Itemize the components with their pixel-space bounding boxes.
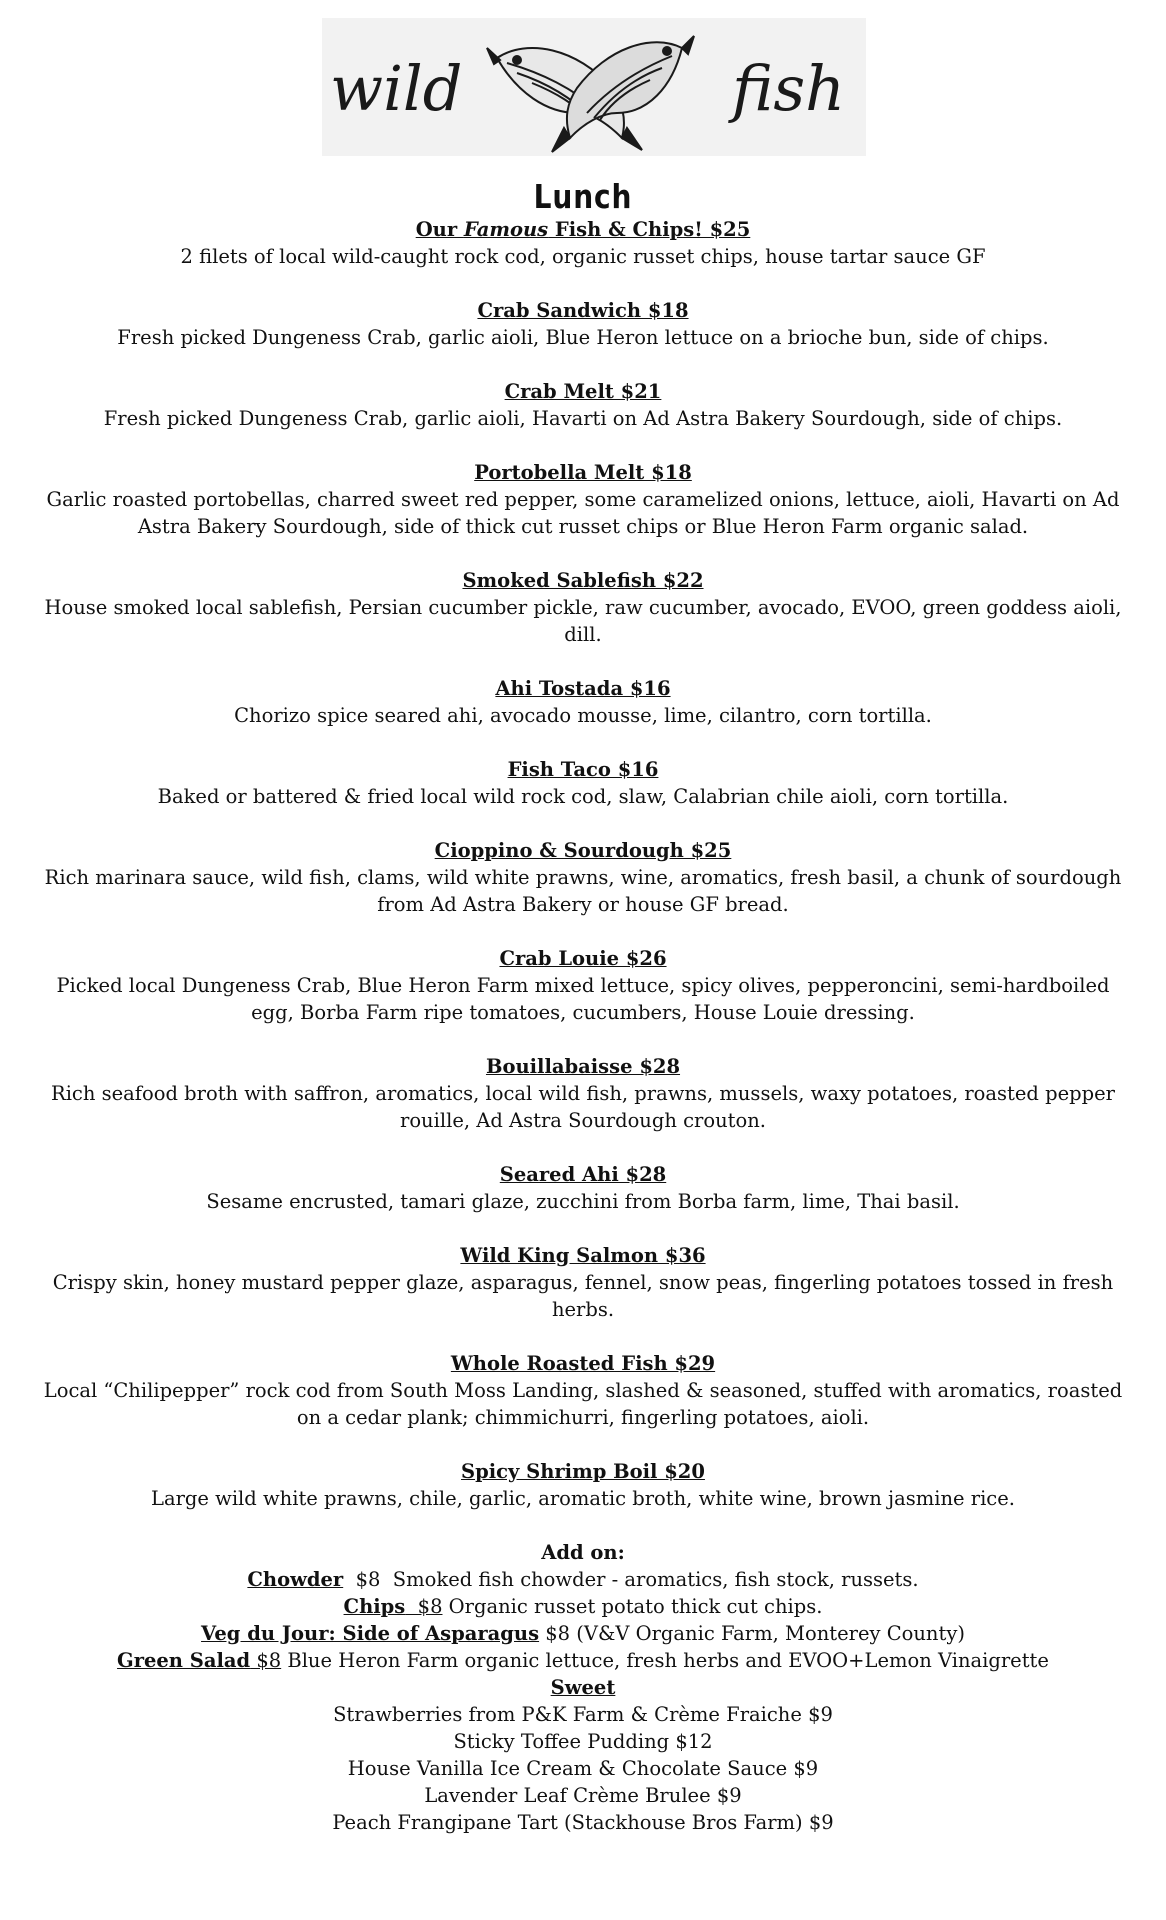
menu-item (40, 1053, 1126, 1134)
menu-item-description: House smoked local sablefish, Persian cucumber pickle, raw cucumber, avocado, EVOO, green goddess aioli, dill. (44, 596, 1122, 646)
sweet-item: Lavender Leaf Crème Brulee $9 (424, 1784, 742, 1807)
addon-text: Blue Heron Farm organic lettuce, fresh herbs and EVOO+Lemon Vinaigrette (281, 1649, 1049, 1672)
item-name-suffix: Fish & Chips! $25 (548, 218, 751, 241)
menu-item-description: Garlic roasted portobellas, charred sweet red pepper, some caramelized onions, lettuce, aioli, Havarti on Ad Astra Bakery Sourdough, side of thick cut russet chips or Blue Heron Farm organic salad. (46, 488, 1120, 538)
sweet-section (40, 1674, 1126, 1836)
menu-item (40, 945, 1126, 1026)
menu-item-name: Seared Ahi $28 (499, 1163, 667, 1186)
menu-item-name: Cioppino & Sourdough $25 (434, 839, 732, 862)
menu-item-description: Sesame encrusted, tamari glaze, zucchini from Borba farm, lime, Thai basil. (206, 1190, 960, 1213)
sweet-item: Strawberries from P&K Farm & Crème Fraiche $9 (333, 1703, 833, 1726)
menu-item (40, 567, 1126, 648)
menu-item-name: Ahi Tostada $16 (495, 677, 671, 700)
addon-price: $8 (405, 1595, 443, 1618)
menu-item-description: Local “Chilipepper” rock cod from South Moss Landing, slashed & seasoned, stuffed with aromatics, roasted on a cedar plank; chimmichurri, fingerling potatoes, aioli. (43, 1379, 1123, 1429)
menu-item (40, 378, 1126, 432)
menu-item-name (40, 216, 1126, 243)
addon-label: Veg du Jour: Side of Asparagus (201, 1622, 540, 1645)
addon-text: $8 (V&V Organic Farm, Monterey County) (539, 1622, 965, 1645)
sweet-item: Sticky Toffee Pudding $12 (453, 1730, 713, 1753)
menu-item (40, 1458, 1126, 1512)
menu-item (40, 297, 1126, 351)
menu-item (40, 837, 1126, 918)
menu-item-name: Fish Taco $16 (507, 758, 659, 781)
sweet-title: Sweet (550, 1676, 616, 1699)
lunch-menu (40, 178, 1126, 1836)
menu-item (40, 459, 1126, 540)
menu-item-description: Fresh picked Dungeness Crab, garlic aioli, Blue Heron lettuce on a brioche bun, side of chips. (117, 326, 1049, 349)
wild-fish-logo (322, 18, 866, 156)
menu-item-description: Chorizo spice seared ahi, avocado mousse, lime, cilantro, corn tortilla. (234, 704, 932, 727)
menu-item-name: Spicy Shrimp Boil $20 (461, 1460, 705, 1483)
addon-veg (40, 1620, 1126, 1647)
menu-item-description: Fresh picked Dungeness Crab, garlic aioli, Havarti on Ad Astra Bakery Sourdough, side of chips. (103, 407, 1063, 430)
menu-item-name: Crab Melt $21 (504, 380, 662, 403)
addons-header: Add on: (541, 1541, 625, 1564)
addon-chowder (40, 1566, 1126, 1593)
menu-item-name: Crab Louie $26 (499, 947, 667, 970)
addons-section (40, 1539, 1126, 1674)
item-name-prefix: Our (415, 218, 464, 241)
menu-item-description: Rich marinara sauce, wild fish, clams, wild white prawns, wine, aromatics, fresh basil, a chunk of sourdough from Ad Astra Bakery or house GF bread. (44, 866, 1122, 916)
menu-item-name: Crab Sandwich $18 (477, 299, 689, 322)
menu-item-name: Portobella Melt $18 (474, 461, 692, 484)
addon-text: $8 Smoked fish chowder - aromatics, fish stock, russets. (343, 1568, 919, 1591)
addon-salad (40, 1647, 1126, 1674)
menu-item-name: Wild King Salmon $36 (460, 1244, 706, 1267)
menu-item-name: Whole Roasted Fish $29 (450, 1352, 716, 1375)
logo-word-right: fish (732, 52, 846, 125)
menu-item-description: 2 filets of local wild-caught rock cod, organic russet chips, house tartar sauce GF (180, 245, 986, 268)
logo-word-left: wild (330, 52, 463, 125)
fish-illustration-icon (487, 36, 694, 152)
menu-item (40, 1350, 1126, 1431)
item-name-emphasis: Famous (463, 218, 549, 241)
menu-item-description: Picked local Dungeness Crab, Blue Heron Farm mixed lettuce, spicy olives, pepperoncini, semi-hardboiled egg, Borba Farm ripe tomatoes, cucumbers, House Louie dressing. (56, 974, 1110, 1024)
addon-text: Organic russet potato thick cut chips. (442, 1595, 823, 1618)
menu-item-description: Baked or battered & fried local wild rock cod, slaw, Calabrian chile aioli, corn tortilla. (157, 785, 1009, 808)
section-title: Lunch (533, 177, 633, 216)
menu-item-description: Rich seafood broth with saffron, aromatics, local wild fish, prawns, mussels, waxy potatoes, roasted pepper rouille, Ad Astra Sourdough crouton. (51, 1082, 1115, 1132)
sweet-item: House Vanilla Ice Cream & Chocolate Sauce $9 (347, 1757, 819, 1780)
menu-item-name: Smoked Sablefish $22 (462, 569, 704, 592)
menu-item (40, 756, 1126, 810)
sweet-item: Peach Frangipane Tart (Stackhouse Bros Farm) $9 (332, 1811, 834, 1834)
addon-label: Chowder (247, 1568, 344, 1591)
menu-item-name: Bouillabaisse $28 (485, 1055, 681, 1078)
addon-price: $8 (250, 1649, 282, 1672)
menu-item-description: Large wild white prawns, chile, garlic, aromatic broth, white wine, brown jasmine rice. (151, 1487, 1015, 1510)
menu-item (40, 1161, 1126, 1215)
menu-item (40, 1242, 1126, 1323)
menu-item (40, 675, 1126, 729)
addon-label: Chips (343, 1595, 406, 1618)
menu-item (40, 216, 1126, 270)
menu-item-description: Crispy skin, honey mustard pepper glaze, asparagus, fennel, snow peas, fingerling potatoes tossed in fresh herbs. (52, 1271, 1114, 1321)
addon-chips (40, 1593, 1126, 1620)
addon-label: Green Salad (117, 1649, 251, 1672)
